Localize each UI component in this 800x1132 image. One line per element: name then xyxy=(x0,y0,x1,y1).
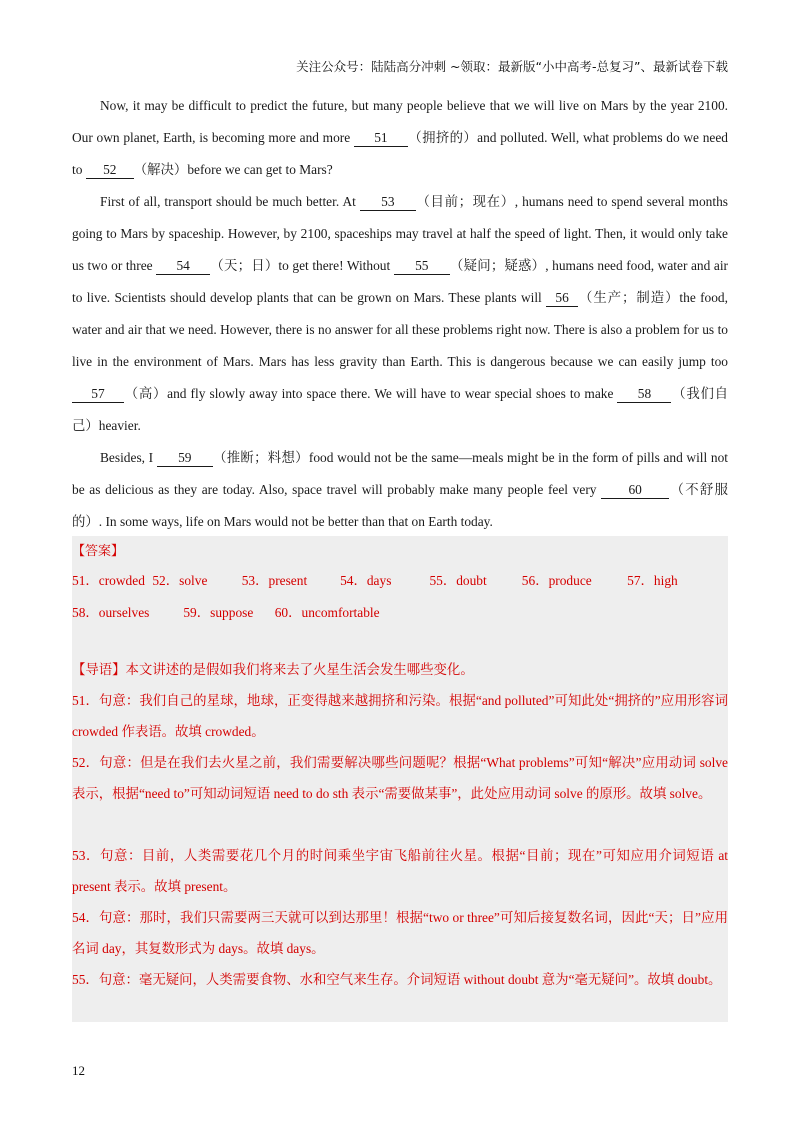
blank-51: 51 xyxy=(354,129,408,147)
answer-row-2 xyxy=(72,602,380,621)
answer-58: 58．ourselves xyxy=(72,605,150,620)
answer-54: 54．days xyxy=(340,573,392,588)
blank-58: 58 xyxy=(617,385,671,403)
blank-57: 57 xyxy=(72,385,124,403)
p3-text-3: （不舒服的）. In some ways, life on Mars would not be better than that on Earth today. xyxy=(72,482,729,529)
p2-text-6: （高）and fly slowly away into space there. We will have to wear special shoes to make xyxy=(124,386,618,401)
paragraph-3 xyxy=(72,442,728,538)
explanation-51: 51．句意：我们自己的星球，地球，正变得越来越拥挤和污染。根据“and polluted”可知此处“拥挤的”应用形容词 crowded 作表语。故填 crowded。 xyxy=(72,693,728,739)
p1-text-1: Now, it may be difficult to predict the future, but many people believe that we will live on Mars by the year 2100. Our own planet, Earth, is becoming more and more xyxy=(72,98,728,145)
paragraph-2 xyxy=(72,186,728,442)
answer-section xyxy=(72,536,728,1022)
answer-53: 53．present xyxy=(241,573,308,588)
blank-52: 52 xyxy=(86,161,134,179)
page-header: 关注公众号：陆陆高分冲刺 ~领取：最新版“小中高考-总复习”、最新试卷下载 xyxy=(296,59,728,74)
p2-text-5: （生产；制造）the food, water and air that we need. However, there is no answer for all these problems right now. There is also a problem for us to live in the environment of Mars. Mars has less gravity than Earth. This is dangerous because we can easily jump too xyxy=(72,290,728,369)
p2-text-2: （目前；现在）, humans need to spend several months going to Mars by spaceship. However, by 2100, spaceships may travel at half the speed of light. Then, it would only take us two or three xyxy=(72,194,728,273)
explanation-54: 54．句意：那时，我们只需要两三天就可以到达那里！根据“two or three”可知后接复数名词，因此“天；日”应用名词 day，其复数形式为 days。故填 days。 xyxy=(72,910,728,956)
blank-56: 56 xyxy=(546,289,578,307)
answer-55: 55．doubt xyxy=(429,573,487,588)
page-number: 12 xyxy=(72,1063,85,1078)
passage xyxy=(72,90,728,538)
blank-59: 59 xyxy=(157,449,213,467)
answer-52: 52．solve xyxy=(152,573,208,588)
explanation-intro: 【导语】本文讲述的是假如我们将来去了火星生活会发生哪些变化。 xyxy=(72,662,474,677)
answer-56: 56．produce xyxy=(521,573,592,588)
answer-title: 【答案】 xyxy=(72,544,125,559)
p2-text-4: （疑问；疑惑）, humans need food, water and air to live. Scientists should develop plants that can be grown on Mars. These plants will xyxy=(72,258,728,305)
p2-text-1: First of all, transport should be much better. At xyxy=(100,194,360,209)
answer-60: 60．uncomfortable xyxy=(274,605,380,620)
blank-55: 55 xyxy=(394,257,450,275)
blank-54: 54 xyxy=(156,257,210,275)
answer-59: 59．suppose xyxy=(183,605,254,620)
p1-text-2: （拥挤的）and polluted. Well, what problems do we need to xyxy=(72,130,729,177)
explanation-55: 55．句意：毫无疑问，人类需要食物、水和空气来生存。介词短语 without doubt 意为“毫无疑问”。故填 doubt。 xyxy=(72,972,722,987)
p3-text-1: Besides, I xyxy=(100,450,157,465)
explanation-53: 53．句意：目前，人类需要花几个月的时间乘坐宇宙飞船前往火星。根据“目前；现在”可知应用介词短语 at present 表示。故填 present。 xyxy=(72,848,728,894)
paragraph-1 xyxy=(72,90,728,186)
p2-text-7: （我们自己）heavier. xyxy=(72,386,728,433)
p1-text-3: （解决）before we can get to Mars? xyxy=(133,162,333,177)
answer-row-1 xyxy=(72,570,678,589)
explanation-52: 52．句意：但是在我们去火星之前，我们需要解决哪些问题呢？根据“What problems”可知“解决”应用动词 solve 表示，根据“need to”可知动词短语 need to do sth 表示“需要做某事”，此处应用动词 solve 的原形。故填 solve。 xyxy=(72,755,728,801)
p2-text-3: （天；日）to get there! Without xyxy=(210,258,394,273)
p3-text-2: （推断；料想）food would not be the same—meals might be in the form of pills and will not be as delicious as they are today. Also, space travel will probably make many people feel very xyxy=(72,450,728,497)
blank-53: 53 xyxy=(360,193,416,211)
blank-60: 60 xyxy=(601,481,669,499)
answer-57: 57．high xyxy=(627,573,678,588)
answer-51: 51．crowded xyxy=(72,573,145,588)
